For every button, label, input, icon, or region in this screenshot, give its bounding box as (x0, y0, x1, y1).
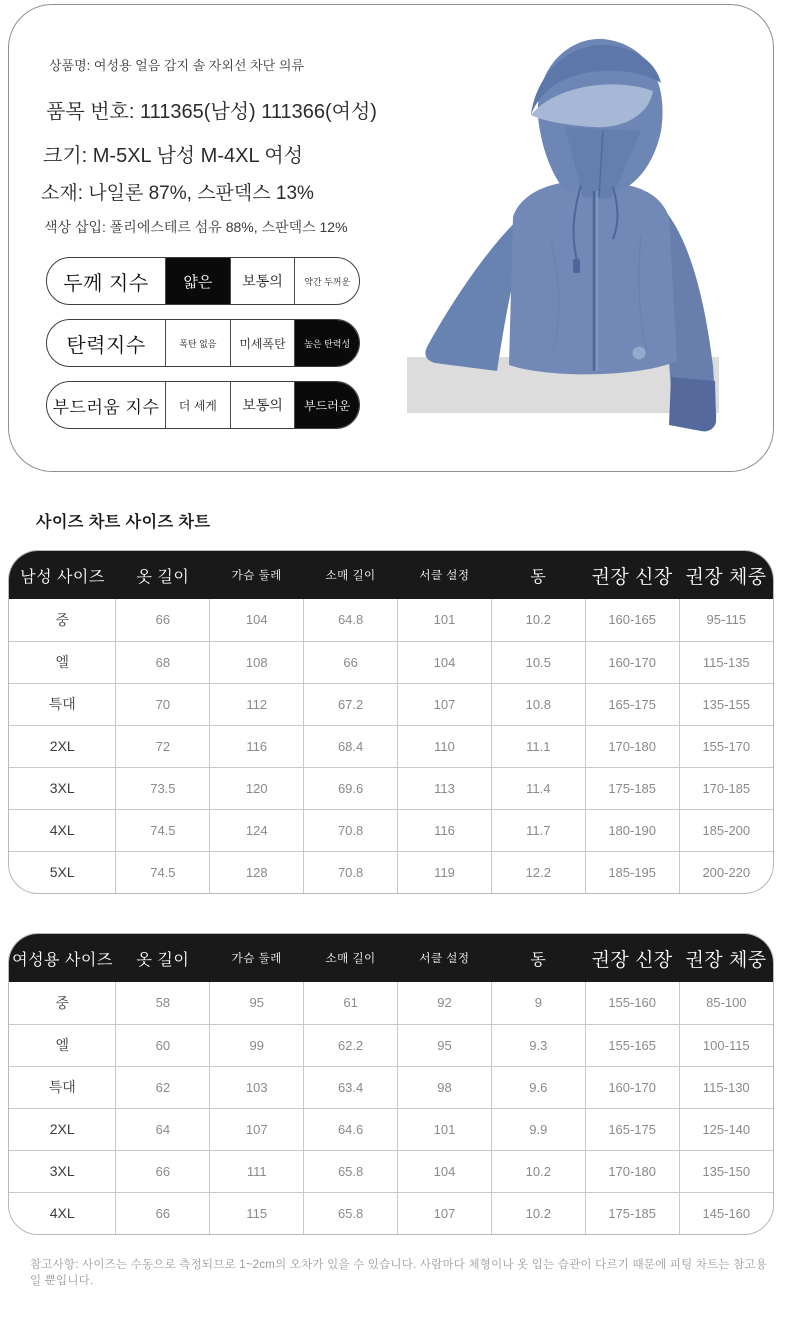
size-value: 98 (398, 1066, 492, 1108)
size-value: 100-115 (679, 1024, 773, 1066)
size-value: 62 (116, 1066, 210, 1108)
size-value: 70.8 (304, 851, 398, 893)
size-chart-heading: 사이즈 차트 사이즈 차트 (36, 514, 211, 531)
size-value: 92 (398, 982, 492, 1024)
size-value: 185-195 (585, 851, 679, 893)
size-value: 69.6 (304, 767, 398, 809)
size-value: 116 (398, 809, 492, 851)
size-value: 107 (398, 683, 492, 725)
size-value: 70.8 (304, 809, 398, 851)
attribute-option-selected: 얇은 (165, 258, 230, 304)
size-value: 10.5 (491, 641, 585, 683)
footnote: 참고사항: 사이즈는 수동으로 측정되므로 1~2cm의 오차가 있을 수 있습니다. 사람마다 체형이나 옷 입는 습관이 다르기 때문에 피팅 차트는 참고용일 뿐입니다. (30, 1259, 768, 1287)
size-value: 65.8 (304, 1150, 398, 1192)
attribute-pills (46, 257, 360, 429)
size-value: 66 (116, 599, 210, 641)
column-header: 서클 설정 (398, 551, 492, 599)
size-value: 115-135 (679, 641, 773, 683)
table-row (9, 851, 773, 893)
size-value: 107 (210, 1108, 304, 1150)
size-value: 10.2 (491, 1150, 585, 1192)
table-row (9, 1150, 773, 1192)
size-value: 116 (210, 725, 304, 767)
size-value: 180-190 (585, 809, 679, 851)
size-value: 66 (116, 1192, 210, 1234)
table-row (9, 767, 773, 809)
attribute-label: 탄력지수 (66, 334, 146, 357)
size-value: 70 (116, 683, 210, 725)
size-value: 185-200 (679, 809, 773, 851)
product-name-line: 상품명: 여성용 얼음 감지 솔 자외선 차단 의류 (49, 58, 304, 73)
size-value: 74.5 (116, 809, 210, 851)
column-header: 옷 길이 (116, 551, 210, 599)
row-size-label: 5XL (9, 851, 116, 893)
column-header: 동 (491, 551, 585, 599)
row-size-label: 2XL (9, 725, 116, 767)
size-value: 101 (398, 599, 492, 641)
table-row (9, 599, 773, 641)
size-value: 124 (210, 809, 304, 851)
size-value: 115 (210, 1192, 304, 1234)
column-header: 옷 길이 (116, 934, 210, 982)
size-value: 99 (210, 1024, 304, 1066)
size-value: 107 (398, 1192, 492, 1234)
size-value: 135-150 (679, 1150, 773, 1192)
size-value: 111 (210, 1150, 304, 1192)
size-value: 11.1 (491, 725, 585, 767)
column-header: 가슴 둘레 (210, 551, 304, 599)
column-header: 권장 체중 (679, 934, 773, 982)
row-size-label: 엘 (9, 641, 116, 683)
attribute-option: 보통의 (230, 382, 295, 428)
size-value: 110 (398, 725, 492, 767)
women-size-table-grid (9, 934, 773, 1234)
row-size-label: 3XL (9, 1150, 116, 1192)
size-value: 72 (116, 725, 210, 767)
attribute-label: 부드러움 지수 (52, 397, 160, 417)
size-value: 68 (116, 641, 210, 683)
size-value: 85-100 (679, 982, 773, 1024)
table-row (9, 1108, 773, 1150)
table-row (9, 1066, 773, 1108)
table-row (9, 641, 773, 683)
column-header: 권장 신장 (585, 934, 679, 982)
size-value: 10.2 (491, 1192, 585, 1234)
size-value: 10.8 (491, 683, 585, 725)
size-value: 165-175 (585, 683, 679, 725)
attribute-row-0 (46, 257, 360, 305)
size-value: 66 (116, 1150, 210, 1192)
color-insert-line: 색상 삽입: 폴리에스테르 섬유 88%, 스판덱스 12% (44, 219, 348, 235)
size-value: 64.8 (304, 599, 398, 641)
size-value: 115-130 (679, 1066, 773, 1108)
table-row (9, 809, 773, 851)
size-value: 120 (210, 767, 304, 809)
row-size-label: 2XL (9, 1108, 116, 1150)
size-value: 119 (398, 851, 492, 893)
attribute-option: 약간 두꺼운 (294, 258, 359, 304)
size-value: 104 (398, 641, 492, 683)
size-value: 61 (304, 982, 398, 1024)
size-value: 155-170 (679, 725, 773, 767)
item-number-line: 품목 번호: 111365(남성) 111366(여성) (46, 101, 377, 123)
women-size-table (8, 933, 774, 1235)
attribute-option-selected: 부드러운 (294, 382, 359, 428)
size-value: 58 (116, 982, 210, 1024)
size-value: 68.4 (304, 725, 398, 767)
size-value: 135-155 (679, 683, 773, 725)
table-row (9, 683, 773, 725)
size-value: 175-185 (585, 767, 679, 809)
size-value: 104 (398, 1150, 492, 1192)
size-value: 95 (398, 1024, 492, 1066)
column-header: 권장 체중 (679, 551, 773, 599)
size-value: 10.2 (491, 599, 585, 641)
size-value: 200-220 (679, 851, 773, 893)
size-value: 9.3 (491, 1024, 585, 1066)
column-header: 남성 사이즈 (9, 551, 116, 599)
row-size-label: 중 (55, 994, 69, 1011)
jacket-illustration (401, 21, 769, 453)
size-value: 64 (116, 1108, 210, 1150)
row-size-label: 중 (55, 611, 69, 628)
attribute-option: 폭탄 없음 (165, 320, 230, 366)
size-value: 74.5 (116, 851, 210, 893)
column-header: 동 (491, 934, 585, 982)
attribute-row-2 (46, 381, 360, 429)
size-value: 113 (398, 767, 492, 809)
row-size-label: 특대 (9, 683, 116, 725)
attribute-option: 미세폭탄 (230, 320, 295, 366)
size-value: 63.4 (304, 1066, 398, 1108)
size-value: 9.9 (491, 1108, 585, 1150)
size-value: 165-175 (585, 1108, 679, 1150)
size-value: 12.2 (491, 851, 585, 893)
size-value: 103 (210, 1066, 304, 1108)
row-size-label: 4XL (9, 809, 116, 851)
men-size-table-grid (9, 551, 773, 893)
size-value: 155-160 (585, 982, 679, 1024)
material-line: 소재: 나일론 87%, 스판덱스 13% (41, 183, 314, 204)
size-value: 128 (210, 851, 304, 893)
size-value: 67.2 (304, 683, 398, 725)
column-header: 소매 길이 (304, 934, 398, 982)
size-value: 155-165 (585, 1024, 679, 1066)
size-value: 104 (210, 599, 304, 641)
size-value: 65.8 (304, 1192, 398, 1234)
attribute-label: 두께 지수 (63, 272, 149, 295)
men-size-table (8, 550, 774, 894)
size-value: 125-140 (679, 1108, 773, 1150)
table-row (9, 982, 773, 1024)
attribute-option: 더 세게 (165, 382, 230, 428)
table-row (9, 1192, 773, 1234)
size-value: 66 (304, 641, 398, 683)
product-card (8, 4, 774, 472)
size-value: 145-160 (679, 1192, 773, 1234)
size-value: 160-170 (585, 1066, 679, 1108)
size-value: 64.6 (304, 1108, 398, 1150)
table-row (9, 725, 773, 767)
attribute-row-1 (46, 319, 360, 367)
size-value: 170-185 (679, 767, 773, 809)
size-value: 95-115 (679, 599, 773, 641)
column-header: 서클 설정 (398, 934, 492, 982)
row-size-label: 4XL (9, 1192, 116, 1234)
size-value: 160-170 (585, 641, 679, 683)
size-value: 62.2 (304, 1024, 398, 1066)
size-value: 170-180 (585, 725, 679, 767)
size-value: 112 (210, 683, 304, 725)
size-value: 160-165 (585, 599, 679, 641)
size-value: 11.7 (491, 809, 585, 851)
column-header: 소매 길이 (304, 551, 398, 599)
size-value: 175-185 (585, 1192, 679, 1234)
row-size-label: 특대 (9, 1066, 116, 1108)
attribute-option-selected: 높은 탄력성 (294, 320, 359, 366)
size-value: 108 (210, 641, 304, 683)
column-header: 여성용 사이즈 (9, 934, 116, 982)
product-image (401, 21, 769, 453)
row-size-label: 엘 (9, 1024, 116, 1066)
size-range-line: 크기: M-5XL 남성 M-4XL 여성 (43, 145, 304, 167)
size-value: 95 (210, 982, 304, 1024)
row-size-label: 3XL (9, 767, 116, 809)
column-header: 권장 신장 (585, 551, 679, 599)
size-value: 170-180 (585, 1150, 679, 1192)
size-value: 9 (491, 982, 585, 1024)
table-row (9, 1024, 773, 1066)
attribute-option: 보통의 (230, 258, 295, 304)
size-value: 60 (116, 1024, 210, 1066)
size-value: 9.6 (491, 1066, 585, 1108)
size-value: 73.5 (116, 767, 210, 809)
size-value: 11.4 (491, 767, 585, 809)
size-value: 101 (398, 1108, 492, 1150)
column-header: 가슴 둘레 (210, 934, 304, 982)
